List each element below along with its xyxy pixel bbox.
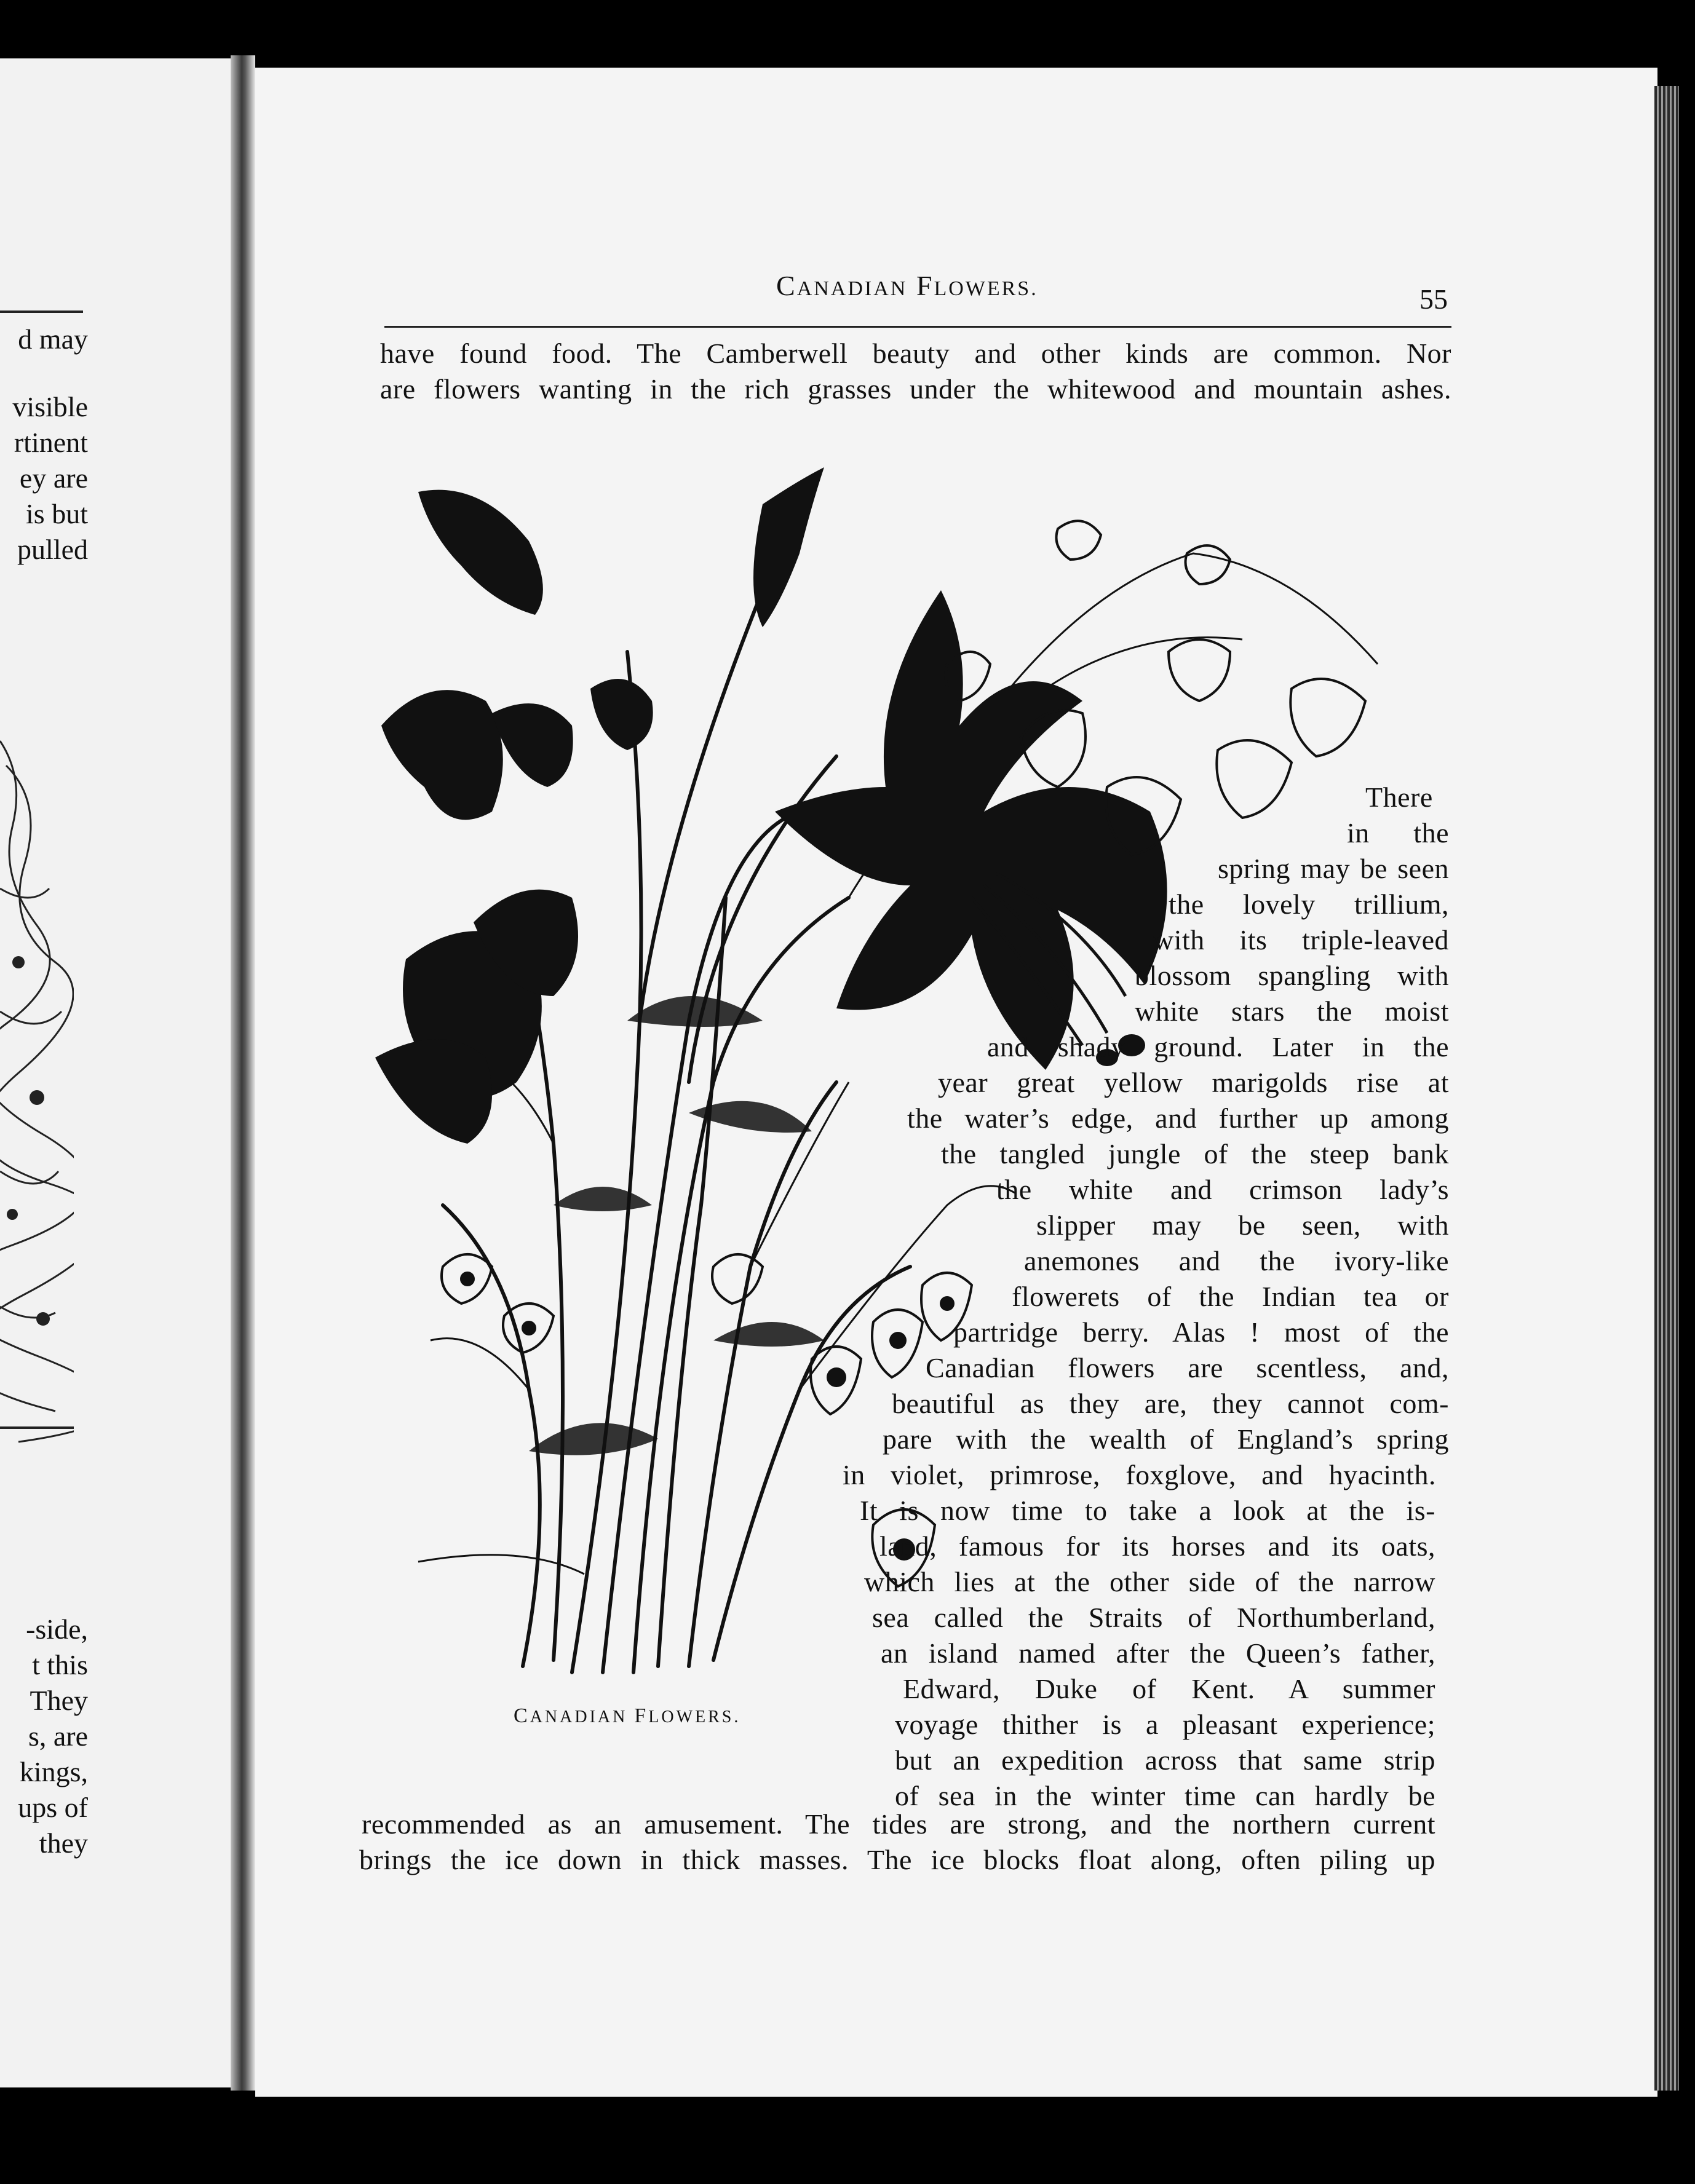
left-fragment-11: kings, xyxy=(19,1756,88,1787)
book-gutter xyxy=(231,55,255,2091)
wrap-line-28: but an expedition across that same strip xyxy=(895,1744,1435,1776)
wrap-line-18: beautiful as they are, they cannot com- xyxy=(892,1388,1449,1419)
left-fragment-13: they xyxy=(39,1827,88,1859)
wrap-line-17: Canadian flowers are scentless, and, xyxy=(926,1352,1449,1383)
wrap-line-23: which lies at the other side of the narrow xyxy=(864,1566,1435,1597)
left-fragment-2: visible xyxy=(12,391,88,422)
wrap-line-19: pare with the wealth of England’s spring xyxy=(883,1423,1449,1455)
page-edges xyxy=(1654,86,1679,2091)
wrap-line-5: with its triple-leaved xyxy=(1153,924,1449,956)
wrap-line-25: an island named after the Queen’s father, xyxy=(881,1637,1435,1669)
text-line-bottom-1: recommended as an amusement. The tides are strong, and the northern current xyxy=(362,1808,1435,1840)
wrap-line-8: and shady ground. Later in the xyxy=(987,1031,1449,1062)
running-head: CANADIAN FLOWERS. xyxy=(776,270,1038,301)
left-fragment-4: ey are xyxy=(19,462,88,494)
wrap-line-15: flowerets of the Indian tea or xyxy=(1012,1281,1449,1312)
header-rule xyxy=(384,326,1451,328)
wrap-line-21: It is now time to take a look at the is- xyxy=(860,1495,1435,1526)
left-fragment-12: ups of xyxy=(18,1792,88,1823)
text-line-top-2: are flowers wanting in the rich grasses under the whitewood and mountain ashes. xyxy=(380,373,1451,405)
left-fragment-9: They xyxy=(30,1685,88,1716)
text-line-bottom-2: brings the ice down in thick masses. The ice blocks float along, often piling up xyxy=(359,1844,1435,1875)
left-engraving xyxy=(0,704,74,1460)
wrap-line-9: year great yellow marigolds rise at xyxy=(938,1067,1449,1098)
wrap-line-12: the white and crimson lady’s xyxy=(996,1174,1449,1205)
left-fragment-8: t this xyxy=(32,1649,88,1680)
wrap-line-6: blossom spangling with xyxy=(1135,960,1449,991)
wrap-line-13: slipper may be seen, with xyxy=(1036,1209,1449,1241)
left-fragment-5: is but xyxy=(26,498,88,529)
wrap-line-10: the water’s edge, and further up among xyxy=(907,1102,1449,1134)
left-fragment-10: s, are xyxy=(28,1720,88,1752)
illustration-caption: CANADIAN FLOWERS. xyxy=(514,1704,741,1727)
wrap-line-29: of sea in the winter time can hardly be xyxy=(895,1780,1435,1811)
text-line-top-1: have found food. The Camberwell beauty and other kinds are common. Nor xyxy=(380,338,1451,369)
left-fragment-7: -side, xyxy=(26,1613,88,1645)
wrap-line-3: spring may be seen xyxy=(1218,853,1449,884)
left-fragment-3: rtinent xyxy=(14,427,88,458)
left-page-top-rule xyxy=(0,311,83,313)
wrap-line-22: land, famous for its horses and its oats, xyxy=(879,1530,1435,1562)
wrap-line-4: the lovely trillium, xyxy=(1169,888,1449,920)
wrap-line-27: voyage thither is a pleasant experience; xyxy=(895,1709,1435,1740)
wrap-line-24: sea called the Straits of Northumberland, xyxy=(872,1602,1435,1633)
wrap-line-7: white stars the moist xyxy=(1135,995,1449,1027)
page-number: 55 xyxy=(1419,283,1448,315)
wrap-line-2: in the xyxy=(1347,817,1449,849)
wrap-line-16: partridge berry. Alas ! most of the xyxy=(953,1316,1449,1348)
wrap-line-26: Edward, Duke of Kent. A summer xyxy=(903,1673,1435,1704)
left-fragment-6: pulled xyxy=(17,534,88,565)
wrap-line-20: in violet, primrose, foxglove, and hyacinth. xyxy=(843,1459,1436,1490)
wrap-line-14: anemones and the ivory-like xyxy=(1024,1245,1449,1276)
left-page xyxy=(0,58,231,2087)
wrap-line-1: There xyxy=(1365,781,1433,813)
left-page-mid-rule xyxy=(0,1426,74,1429)
left-fragment-1: d may xyxy=(18,323,88,355)
wrap-line-11: the tangled jungle of the steep bank xyxy=(941,1138,1449,1169)
